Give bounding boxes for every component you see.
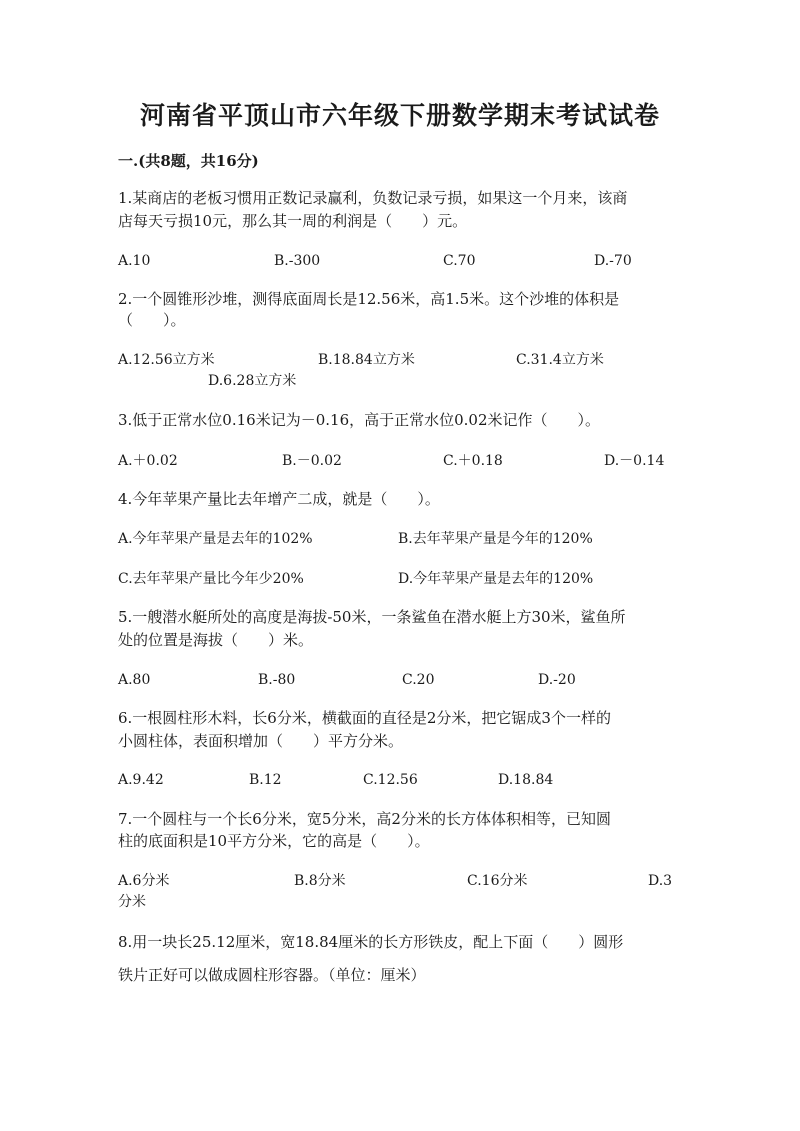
question-6-line-2: 小圆柱体，表面积增加（ ）平方分米。	[118, 732, 404, 750]
page-title: 河南省平顶山市六年级下册数学期末考试试卷	[139, 101, 660, 130]
question-4-option-d: D.今年苹果产量是去年的120%	[398, 571, 594, 587]
question-5-option-b: B.-80	[258, 672, 296, 688]
question-2-option-d: D.6.28立方米	[208, 373, 297, 389]
question-2-option-c: C.31.4立方米	[516, 352, 604, 368]
question-6-option-a: A.9.42	[118, 772, 164, 788]
question-8-line-1: 8.用一块长25.12厘米，宽18.84厘米的长方形铁皮，配上下面（ ）圆形	[118, 933, 624, 951]
question-2-option-a: A.12.56立方米	[118, 352, 215, 368]
question-5-option-d: D.-20	[538, 672, 576, 688]
question-2-line-2: （ ）。	[118, 311, 186, 329]
question-6-option-d: D.18.84	[498, 772, 554, 788]
question-7-option-a: A.6分米	[118, 873, 170, 889]
question-6-option-c: C.12.56	[363, 772, 418, 788]
question-7-option-c: C.16分米	[467, 873, 528, 889]
question-8-line-2: 铁片正好可以做成圆柱形容器。（单位：厘米）	[118, 966, 426, 984]
question-3-option-a: A.＋0.02	[118, 453, 178, 469]
question-4-line-1: 4.今年苹果产量比去年增产二成，就是（ ）。	[118, 490, 440, 508]
question-3-option-c: C.＋0.18	[443, 453, 503, 469]
question-6-line-1: 6.一根圆柱形木料，长6分米，横截面的直径是2分米，把它锯成3个一样的	[118, 709, 611, 727]
question-4-option-b: B.去年苹果产量是今年的120%	[398, 531, 593, 547]
question-7-line-1: 7.一个圆柱与一个长6分米，宽5分米，高2分米的长方体体积相等，已知圆	[118, 810, 611, 828]
question-1-line-2: 店每天亏损10元，那么其一周的利润是（ ）元。	[118, 212, 468, 230]
question-3-line-1: 3.低于正常水位0.16米记为－0.16，高于正常水位0.02米记作（ ）。	[118, 411, 601, 429]
question-5-line-1: 5.一艘潜水艇所处的高度是海拔-50米，一条鲨鱼在潜水艇上方30米，鲨鱼所	[118, 608, 626, 626]
question-5-option-c: C.20	[402, 672, 435, 688]
question-6-option-b: B.12	[249, 772, 282, 788]
question-2-option-b: B.18.84立方米	[318, 352, 415, 368]
question-1-option-a: A.10	[118, 253, 151, 269]
question-4-option-c: C.去年苹果产量比今年少20%	[118, 571, 304, 587]
question-1-option-b: B.-300	[274, 253, 321, 269]
question-7-line-2: 柱的底面积是10平方分米，它的高是（ ）。	[118, 832, 430, 850]
question-1-option-c: C.70	[443, 253, 476, 269]
question-5-line-2: 处的位置是海拔（ ）米。	[118, 631, 314, 649]
question-1-line-1: 1.某商店的老板习惯用正数记录赢利，负数记录亏损，如果这一个月来，该商	[118, 189, 628, 207]
question-1-option-d: D.-70	[594, 253, 632, 269]
question-7-option-d: D.3	[648, 873, 673, 889]
question-4-option-a: A.今年苹果产量是去年的102%	[118, 531, 313, 547]
question-7-option-d-wrap: 分米	[118, 894, 146, 910]
question-5-option-a: A.80	[118, 672, 151, 688]
question-7-option-b: B.8分米	[294, 873, 346, 889]
question-2-line-1: 2.一个圆锥形沙堆，测得底面周长是12.56米，高1.5米。这个沙堆的体积是	[118, 290, 620, 308]
question-3-option-d: D.－0.14	[604, 453, 665, 469]
section-header: 一.(共8题，共16分)	[118, 152, 259, 170]
question-3-option-b: B.－0.02	[282, 453, 342, 469]
